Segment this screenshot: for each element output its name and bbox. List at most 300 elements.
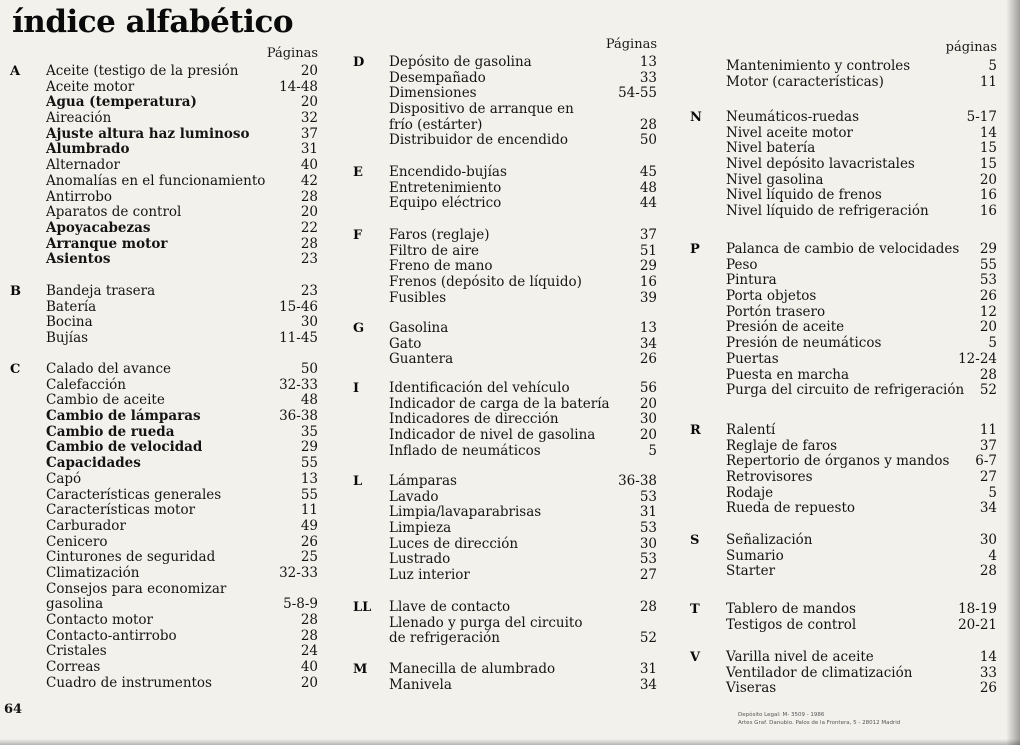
entry-term: Alternador — [46, 157, 120, 174]
index-section — [353, 381, 657, 459]
index-entry — [690, 549, 997, 565]
section-letter: D — [353, 55, 365, 70]
pages-header: páginas — [945, 40, 997, 55]
entry-pages: 37 — [300, 125, 318, 142]
index-entry — [353, 352, 657, 368]
entry-pages: 20 — [979, 171, 997, 188]
index-section — [353, 55, 657, 149]
entry-term: Climatización — [46, 564, 140, 581]
index-entry — [353, 133, 657, 149]
index-entry — [690, 75, 997, 91]
index-entry — [690, 486, 997, 502]
entry-pages: 32-33 — [279, 376, 318, 393]
entry-term: Señalización — [726, 532, 813, 548]
entry-pages: 28 — [300, 188, 318, 205]
section-letter: B — [10, 284, 21, 299]
entry-term: Contacto motor — [46, 612, 153, 628]
entry-term: Freno de mano — [389, 258, 493, 275]
section-letter: V — [690, 650, 701, 665]
index-section — [690, 602, 997, 633]
index-entry — [10, 80, 318, 96]
entry-pages: 11 — [979, 422, 997, 438]
entry-pages: 51 — [639, 242, 657, 259]
index-entry — [353, 181, 657, 197]
entry-term: Correas — [46, 659, 101, 676]
entry-pages: 27 — [979, 469, 997, 486]
entry-pages: 20 — [639, 427, 657, 444]
index-entry — [690, 470, 997, 486]
entry-term: Aparatos de control — [46, 204, 182, 221]
section-letter: L — [353, 474, 363, 489]
entry-pages: 26 — [979, 288, 997, 305]
index-entry — [690, 650, 997, 666]
entry-pages: 50 — [300, 361, 318, 377]
index-entry — [10, 409, 318, 425]
entry-pages: 55 — [300, 455, 318, 472]
index-entry — [353, 118, 657, 134]
section-letter: G — [353, 321, 365, 336]
entry-term: Sumario — [726, 547, 784, 564]
index-entry — [690, 681, 997, 697]
entry-pages: 33 — [639, 69, 657, 86]
entry-term: Guantera — [389, 351, 454, 368]
entry-pages: 26 — [639, 351, 657, 368]
entry-pages: 30 — [979, 532, 997, 548]
entry-pages: 44 — [639, 195, 657, 212]
entry-term: Capacidades — [46, 455, 141, 472]
entry-term: Indicadores de dirección — [389, 411, 559, 428]
index-entry — [10, 221, 318, 237]
index-entry — [353, 337, 657, 353]
entry-term: Calado del avance — [46, 361, 172, 377]
index-entry — [690, 258, 997, 274]
index-entry — [10, 535, 318, 551]
entry-term: Apoyacabezas — [46, 219, 151, 236]
index-entry — [10, 190, 318, 206]
section-letter: I — [353, 381, 360, 396]
entry-pages: 30 — [639, 535, 657, 552]
entry-pages: 53 — [639, 488, 657, 505]
entry-pages: 56 — [639, 380, 657, 396]
entry-pages: 12 — [979, 303, 997, 320]
index-entry — [690, 126, 997, 142]
entry-term: Equipo eléctrico — [389, 195, 502, 212]
entry-term: Frenos (depósito de líquido) — [389, 274, 582, 291]
index-section — [690, 59, 997, 90]
imprint-line: Artes Graf. Danubio. Palos de la Frontera, 5 - 28012 Madrid — [738, 720, 901, 726]
index-entry — [690, 110, 997, 126]
section-letter: R — [690, 423, 701, 438]
entry-pages: 48 — [300, 392, 318, 409]
entry-term: Motor (características) — [726, 73, 884, 90]
index-entry — [353, 474, 657, 490]
index-entry — [353, 244, 657, 260]
entry-pages: 40 — [300, 659, 318, 676]
entry-term: Alumbrado — [46, 141, 130, 158]
index-entry — [353, 228, 657, 244]
index-entry — [353, 412, 657, 428]
pages-header: Páginas — [266, 46, 318, 61]
entry-term: Aceite (testigo de la presión — [46, 63, 239, 79]
entry-pages: 11-45 — [279, 330, 318, 347]
index-entry — [10, 300, 318, 316]
entry-term: Dimensiones — [389, 85, 477, 102]
index-entry — [690, 188, 997, 204]
index-section — [353, 600, 657, 647]
index-entry — [690, 273, 997, 289]
entry-term: Encendido-bujías — [389, 164, 507, 180]
entry-pages: 20 — [300, 674, 318, 691]
index-entry — [10, 597, 318, 613]
section-letter: T — [690, 602, 700, 617]
entry-term: Aireación — [46, 110, 112, 127]
entry-pages: 28 — [300, 612, 318, 628]
entry-pages: 32-33 — [279, 564, 318, 581]
entry-pages: 13 — [639, 320, 657, 336]
entry-term: Arranque motor — [46, 235, 168, 252]
entry-pages: 15 — [979, 140, 997, 157]
index-entry — [353, 259, 657, 275]
imprint — [738, 711, 1008, 727]
page-edge-shadow — [0, 739, 1020, 745]
index-entry — [10, 393, 318, 409]
entry-pages: 16 — [639, 274, 657, 291]
entry-pages: 20 — [979, 319, 997, 336]
index-section — [690, 110, 997, 220]
entry-pages: 18-19 — [958, 601, 997, 617]
entry-pages: 20 — [639, 395, 657, 412]
entry-pages: 24 — [300, 643, 318, 660]
entry-pages: 37 — [979, 437, 997, 454]
index-section — [690, 242, 997, 399]
entry-term: Gasolina — [389, 320, 449, 336]
index-section — [353, 228, 657, 306]
index-entry — [10, 676, 318, 692]
index-entry — [690, 602, 997, 618]
index-entry — [10, 550, 318, 566]
entry-pages: 13 — [639, 54, 657, 70]
entry-term: Puertas — [726, 350, 779, 367]
index-entry — [353, 568, 657, 584]
entry-pages: 52 — [639, 630, 657, 647]
index-entry — [353, 381, 657, 397]
index-entry — [10, 237, 318, 253]
index-entry — [353, 505, 657, 521]
entry-term: Cambio de lámparas — [46, 408, 201, 425]
entry-pages: 48 — [639, 179, 657, 196]
entry-term: Lámparas — [389, 473, 457, 489]
entry-pages: 14 — [979, 649, 997, 665]
entry-term: Gato — [389, 335, 422, 352]
entry-term: Contacto-antirrobo — [46, 627, 177, 644]
entry-pages: 54-55 — [618, 85, 657, 102]
index-entry — [353, 102, 657, 118]
entry-term: Carburador — [46, 517, 126, 534]
entry-pages: 28 — [979, 366, 997, 383]
index-section — [690, 533, 997, 580]
imprint-line: Depósito Legal: M- 3509 - 1986 — [738, 712, 825, 718]
index-entry — [10, 425, 318, 441]
index-entry — [690, 564, 997, 580]
section-letter: N — [690, 110, 702, 125]
entry-term: Rodaje — [726, 484, 774, 501]
entry-term: Consejos para economizar — [46, 580, 227, 597]
index-entry — [690, 320, 997, 336]
entry-pages: 29 — [639, 258, 657, 275]
entry-pages: 28 — [300, 235, 318, 252]
entry-term: Nivel aceite motor — [726, 124, 853, 141]
index-entry — [690, 439, 997, 455]
entry-term: Puesta en marcha — [726, 366, 850, 383]
index-entry — [10, 315, 318, 331]
pages-header: Páginas — [605, 37, 657, 52]
index-entry — [690, 204, 997, 220]
index-entry — [10, 503, 318, 519]
index-entry — [10, 284, 318, 300]
entry-term: Manivela — [389, 676, 452, 693]
section-letter: F — [353, 228, 363, 243]
entry-term: Bocina — [46, 314, 93, 331]
entry-term: Luz interior — [389, 567, 470, 584]
section-letter: A — [10, 64, 21, 79]
entry-term: Viseras — [726, 680, 777, 697]
index-entry — [353, 552, 657, 568]
entry-pages: 36-38 — [279, 408, 318, 425]
index-entry — [353, 521, 657, 537]
entry-pages: 45 — [639, 164, 657, 180]
index-section — [353, 321, 657, 368]
index-entry — [353, 616, 657, 632]
entry-term: Bandeja trasera — [46, 283, 156, 299]
index-entry — [10, 644, 318, 660]
entry-term: Características motor — [46, 502, 196, 519]
entry-pages: 25 — [300, 549, 318, 566]
entry-term: Capó — [46, 470, 82, 487]
entry-term: Presión de neumáticos — [726, 335, 882, 352]
entry-pages: 5-17 — [966, 109, 997, 125]
entry-term: Limpieza — [389, 520, 452, 537]
entry-term: Distribuidor de encendido — [389, 132, 569, 149]
entry-pages: 5 — [648, 442, 657, 459]
entry-pages: 20 — [300, 94, 318, 111]
entry-pages: 11 — [979, 73, 997, 90]
index-entry — [10, 472, 318, 488]
index-entry — [10, 205, 318, 221]
index-entry — [690, 666, 997, 682]
index-entry — [10, 378, 318, 394]
entry-term: Cinturones de seguridad — [46, 549, 216, 566]
entry-term: Agua (temperatura) — [46, 94, 197, 111]
entry-term: Purga del circuito de refrigeración — [726, 382, 965, 399]
entry-pages: 29 — [979, 241, 997, 257]
entry-pages: 14-48 — [279, 78, 318, 95]
entry-pages: 53 — [639, 520, 657, 537]
index-entry — [353, 397, 657, 413]
entry-term: Retrovisores — [726, 469, 813, 486]
entry-term: Aceite motor — [46, 78, 135, 95]
entry-pages: 55 — [300, 486, 318, 503]
index-entry — [10, 111, 318, 127]
entry-term: Varilla nivel de aceite — [726, 649, 874, 665]
entry-term: Anomalías en el funcionamiento — [46, 172, 266, 189]
index-entry — [690, 336, 997, 352]
index-entry — [10, 127, 318, 143]
entry-term: gasolina — [46, 596, 104, 613]
entry-term: Starter — [726, 563, 776, 580]
index-entry — [690, 383, 997, 399]
entry-pages: 6-7 — [975, 453, 997, 470]
entry-pages: 27 — [639, 567, 657, 584]
entry-pages: 30 — [300, 314, 318, 331]
index-entry — [690, 454, 997, 470]
entry-term: Cenicero — [46, 533, 108, 550]
entry-term: Desempañado — [389, 69, 486, 86]
index-section — [10, 284, 318, 347]
index-section — [353, 165, 657, 212]
section-letter: C — [10, 362, 21, 377]
index-entry — [690, 242, 997, 258]
index-entry — [690, 289, 997, 305]
entry-pages: 31 — [300, 141, 318, 158]
index-entry — [10, 331, 318, 347]
entry-pages: 15 — [979, 156, 997, 173]
entry-pages: 14 — [979, 124, 997, 141]
entry-term: Nivel líquido de refrigeración — [726, 203, 929, 220]
entry-pages: 12-24 — [958, 350, 997, 367]
entry-pages: 5 — [988, 335, 997, 352]
entry-pages: 36-38 — [618, 473, 657, 489]
entry-pages: 49 — [300, 517, 318, 534]
index-entry — [10, 660, 318, 676]
entry-pages: 39 — [639, 289, 657, 306]
entry-pages: 42 — [300, 172, 318, 189]
entry-term: Portón trasero — [726, 303, 826, 320]
index-entry — [10, 566, 318, 582]
entry-term: Depósito de gasolina — [389, 54, 532, 70]
entry-pages: 20 — [300, 63, 318, 79]
entry-term: Neumáticos-ruedas — [726, 109, 860, 125]
index-entry — [690, 305, 997, 321]
index-entry — [10, 519, 318, 535]
index-entry — [690, 173, 997, 189]
entry-term: Faros (reglaje) — [389, 227, 490, 243]
index-entry — [10, 613, 318, 629]
entry-pages: 52 — [979, 382, 997, 399]
index-entry — [690, 352, 997, 368]
entry-term: Pintura — [726, 272, 777, 289]
entry-pages: 53 — [639, 551, 657, 568]
entry-pages: 16 — [979, 187, 997, 204]
entry-pages: 13 — [300, 470, 318, 487]
index-section — [690, 650, 997, 697]
entry-term: Manecilla de alumbrado — [389, 661, 556, 677]
entry-term: Calefacción — [46, 376, 126, 393]
entry-pages: 28 — [979, 563, 997, 580]
index-entry — [353, 678, 657, 694]
index-entry — [353, 196, 657, 212]
index-entry — [353, 291, 657, 307]
index-entry — [10, 488, 318, 504]
index-entry — [10, 440, 318, 456]
entry-term: Testigos de control — [726, 616, 857, 633]
entry-term: Filtro de aire — [389, 242, 480, 259]
section-letter: S — [690, 533, 700, 548]
index-section — [10, 64, 318, 268]
index-entry — [353, 165, 657, 181]
index-entry — [353, 71, 657, 87]
entry-pages: 34 — [639, 335, 657, 352]
entry-term: Asientos — [46, 251, 111, 268]
entry-term: Batería — [46, 298, 97, 315]
index-entry — [690, 618, 997, 634]
entry-pages: 33 — [979, 664, 997, 681]
entry-pages: 30 — [639, 411, 657, 428]
entry-pages: 5 — [988, 484, 997, 501]
section-letter: LL — [353, 600, 372, 615]
index-entry — [353, 55, 657, 71]
section-letter: P — [690, 242, 700, 257]
entry-pages: 4 — [988, 547, 997, 564]
entry-term: Mantenimiento y controles — [726, 58, 911, 74]
entry-term: Repertorio de órganos y mandos — [726, 453, 950, 470]
entry-pages: 15-46 — [279, 298, 318, 315]
entry-term: Porta objetos — [726, 288, 817, 305]
index-entry — [690, 423, 997, 439]
page-title: índice alfabético — [12, 4, 293, 40]
entry-pages: 53 — [979, 272, 997, 289]
page-number: 64 — [4, 702, 23, 717]
entry-term: Nivel líquido de frenos — [726, 187, 882, 204]
index-entry — [690, 141, 997, 157]
index-entry — [353, 86, 657, 102]
entry-pages: 28 — [639, 116, 657, 133]
entry-pages: 31 — [639, 661, 657, 677]
index-entry — [690, 533, 997, 549]
entry-pages: 26 — [979, 680, 997, 697]
index-section — [10, 362, 318, 691]
index-entry — [353, 490, 657, 506]
entry-pages: 40 — [300, 157, 318, 174]
entry-pages: 50 — [639, 132, 657, 149]
entry-pages: 28 — [300, 627, 318, 644]
entry-term: Llave de contacto — [389, 599, 511, 615]
page-fold-shadow — [1006, 0, 1020, 745]
entry-term: Ajuste altura haz luminoso — [46, 125, 250, 142]
entry-pages: 5 — [988, 58, 997, 74]
entry-pages: 35 — [300, 423, 318, 440]
entry-term: Limpia/lavaparabrisas — [389, 504, 542, 521]
index-entry — [690, 157, 997, 173]
entry-pages: 37 — [639, 227, 657, 243]
index-entry — [10, 174, 318, 190]
entry-term: Palanca de cambio de velocidades — [726, 241, 960, 257]
entry-term: Ventilador de climatización — [726, 664, 913, 681]
entry-term: Cambio de velocidad — [46, 439, 203, 456]
entry-term: Fusibles — [389, 289, 447, 306]
entry-term: Peso — [726, 256, 758, 273]
index-entry — [10, 158, 318, 174]
entry-pages: 26 — [300, 533, 318, 550]
entry-term: Nivel depósito lavacristales — [726, 156, 915, 173]
index-entry — [353, 631, 657, 647]
entry-pages: 29 — [300, 439, 318, 456]
entry-term: Nivel gasolina — [726, 171, 824, 188]
entry-term: Reglaje de faros — [726, 437, 838, 454]
index-entry — [10, 456, 318, 472]
index-entry — [353, 428, 657, 444]
index-entry — [353, 275, 657, 291]
entry-term: Cambio de rueda — [46, 423, 175, 440]
